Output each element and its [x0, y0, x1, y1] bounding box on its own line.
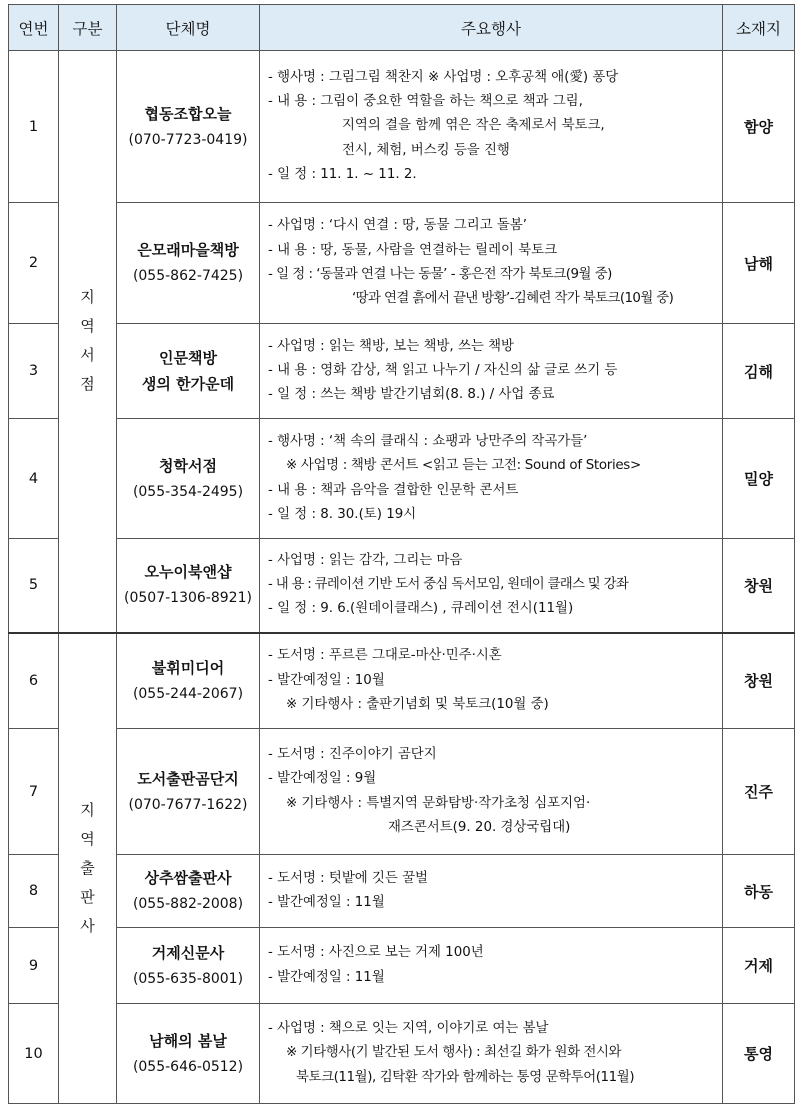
row-number: 4 — [9, 419, 59, 539]
event-line: - 발간예정일 : 11월 — [268, 895, 385, 910]
organization-phone: (055-244-2067) — [132, 685, 244, 702]
row-number: 8 — [9, 855, 59, 928]
category-bookstore — [59, 51, 117, 633]
events-cell — [260, 539, 723, 633]
category-publisher — [59, 633, 117, 1104]
organization-phone: (055-635-8001) — [132, 970, 244, 987]
category-label: 지 역 출 판 사 — [80, 800, 95, 935]
events-cell — [260, 729, 723, 855]
table-row — [9, 539, 795, 633]
event-line: - 내 용 : 그림이 중요한 역할을 하는 책으로 책과 그림, — [268, 94, 583, 110]
events-table — [8, 4, 795, 1104]
event-line: - 도서명 : 푸르른 그대로-마산·민주·시혼 — [268, 648, 502, 664]
organization-cell — [117, 928, 260, 1004]
event-line: - 내 용 : 책과 음악을 결합한 인문학 콘서트 — [268, 482, 519, 498]
event-line: ※ 기타행사 : 출판기념회 및 북토크(10월 중) — [286, 696, 549, 712]
organization-cell — [117, 419, 260, 539]
organization-name: 상추쌈출판사 — [144, 869, 232, 887]
events-cell — [260, 203, 723, 324]
event-line: - 일 정 : 쓰는 책방 발간기념회(8. 8.) / 사업 종료 — [268, 387, 555, 403]
organization-cell — [117, 1004, 260, 1104]
event-line: ‘땅과 연결 흙에서 끝낸 방황’-김혜련 작가 북토크(10월 중) — [352, 291, 674, 307]
organization-name: 은모래마을책방 — [137, 241, 239, 259]
table-row — [9, 324, 795, 419]
event-line: - 일 정 : ‘동물과 연결 나는 동물’ - 홍은전 작가 북토크(9월 중) — [268, 267, 612, 282]
location-cell: 창원 — [723, 539, 795, 633]
event-line: - 도서명 : 텃밭에 깃든 꿀벌 — [268, 870, 428, 886]
organization-phone: (055-354-2495) — [132, 483, 244, 500]
organization-cell — [117, 324, 260, 419]
organization-phone: (055-882-2008) — [132, 896, 244, 912]
organization-name: 남해의 봄날 — [149, 1031, 227, 1050]
location-cell: 진주 — [723, 729, 795, 855]
organization-name-line2: 생의 한가운데 — [141, 375, 235, 393]
row-number: 1 — [9, 51, 59, 203]
event-line: ※ 사업명 : 책방 콘서트 <읽고 듣는 고전: Sound of Stories> — [286, 458, 641, 474]
table-row — [9, 419, 795, 539]
event-line: - 도서명 : 진주이야기 곰단지 — [268, 746, 437, 762]
organization-cell — [117, 729, 260, 855]
event-line: - 사업명 : 책으로 잇는 지역, 이야기로 여는 봄날 — [268, 1021, 549, 1037]
location-cell: 김해 — [723, 324, 795, 419]
table-row — [9, 51, 795, 203]
table-row — [9, 633, 795, 729]
location-cell: 밀양 — [723, 419, 795, 539]
event-line: - 행사명 : ‘책 속의 클래식 : 쇼팽과 낭만주의 작곡가들’ — [268, 433, 588, 449]
organization-name: 오누이북앤샵 — [144, 563, 232, 582]
event-line: 지역의 결을 함께 엮은 작은 축제로서 북토크, — [342, 118, 605, 134]
organization-name: 도서출판곰단지 — [137, 769, 239, 788]
table-row — [9, 1004, 795, 1104]
organization-cell — [117, 203, 260, 324]
row-number: 5 — [9, 539, 59, 633]
event-line: - 행사명 : 그림그림 책찬지 ※ 사업명 : 오후공책 애(愛) 퐁당 — [268, 69, 619, 85]
location-cell: 남해 — [723, 203, 795, 324]
organization-name: 불휘미디어 — [151, 658, 225, 677]
events-cell — [260, 855, 723, 928]
header-category: 구분 — [59, 5, 117, 51]
organization-cell — [117, 633, 260, 729]
event-line: - 발간예정일 : 11월 — [268, 969, 385, 985]
event-line: - 내 용 : 영화 감상, 책 읽고 나누기 / 자신의 삶 글로 쓰기 등 — [268, 362, 618, 378]
event-line: - 일 정 : 8. 30.(토) 19시 — [268, 506, 417, 522]
event-line: - 발간예정일 : 9월 — [268, 771, 377, 787]
events-cell — [260, 1004, 723, 1104]
organization-name: 청학서점 — [159, 456, 217, 475]
event-line: - 사업명 : 읽는 책방, 보는 책방, 쓰는 책방 — [268, 338, 514, 354]
header-row — [9, 5, 795, 51]
location-cell: 하동 — [723, 855, 795, 928]
location-cell: 함양 — [723, 51, 795, 203]
event-line: - 일 정 : 9. 6.(원데이클래스) , 큐레이션 전시(11월) — [268, 601, 574, 617]
event-line: - 사업명 : ‘다시 연결 : 땅, 동물 그리고 돌봄’ — [268, 218, 527, 234]
organization-cell — [117, 855, 260, 928]
event-line: - 내 용 : 큐레이션 기반 도서 중심 독서모임, 원데이 클래스 및 강좌 — [268, 577, 629, 593]
event-line: ※ 기타행사 : 특별지역 문화탐방·작가초청 심포지엄· — [286, 795, 591, 811]
event-line: 재즈콘서트(9. 20. 경상국립대) — [388, 819, 571, 835]
event-line: - 도서명 : 사진으로 보는 거제 100년 — [268, 945, 484, 961]
location-cell: 창원 — [723, 633, 795, 729]
event-line: ※ 기타행사(기 발간된 도서 행사) : 최선길 화가 원화 전시와 — [286, 1045, 622, 1061]
events-cell — [260, 928, 723, 1004]
row-number: 9 — [9, 928, 59, 1004]
organization-phone: (070-7723-0419) — [128, 131, 248, 148]
table-row — [9, 855, 795, 928]
row-number: 3 — [9, 324, 59, 419]
row-number: 10 — [9, 1004, 59, 1104]
table-row — [9, 729, 795, 855]
event-line: - 사업명 : 읽는 감각, 그리는 마음 — [268, 552, 463, 568]
table-row — [9, 203, 795, 324]
row-number: 6 — [9, 633, 59, 729]
events-cell — [260, 324, 723, 419]
event-line: - 내 용 : 땅, 동물, 사람을 연결하는 릴레이 북토크 — [268, 242, 557, 258]
organization-cell — [117, 539, 260, 633]
header-events: 주요행사 — [260, 5, 723, 51]
event-line: 전시, 체험, 버스킹 등을 진행 — [342, 142, 510, 158]
header-no: 연번 — [9, 5, 59, 51]
organization-name: 거제신문사 — [151, 943, 225, 962]
event-line: - 일 정 : 11. 1. ~ 11. 2. — [268, 166, 417, 182]
header-location: 소재지 — [723, 5, 795, 51]
event-line: 북토크(11월), 김탁환 작가와 함께하는 통영 문학투어(11월) — [296, 1069, 635, 1085]
row-number: 2 — [9, 203, 59, 324]
row-number: 7 — [9, 729, 59, 855]
organization-phone: (055-646-0512) — [132, 1058, 244, 1075]
events-cell — [260, 419, 723, 539]
header-organization: 단체명 — [117, 5, 260, 51]
events-cell — [260, 51, 723, 203]
organization-cell — [117, 51, 260, 203]
table-row — [9, 928, 795, 1004]
organization-phone: (0507-1306-8921) — [124, 590, 252, 607]
category-label: 지 역 서 점 — [80, 288, 95, 394]
organization-phone: (055-862-7425) — [132, 268, 244, 284]
events-cell — [260, 633, 723, 729]
organization-phone: (070-7677-1622) — [128, 796, 248, 813]
location-cell: 통영 — [723, 1004, 795, 1104]
organization-name: 협동조합오늘 — [144, 104, 232, 123]
event-line: - 발간예정일 : 10월 — [268, 672, 385, 688]
organization-name: 인문책방 — [159, 349, 217, 367]
location-cell: 거제 — [723, 928, 795, 1004]
